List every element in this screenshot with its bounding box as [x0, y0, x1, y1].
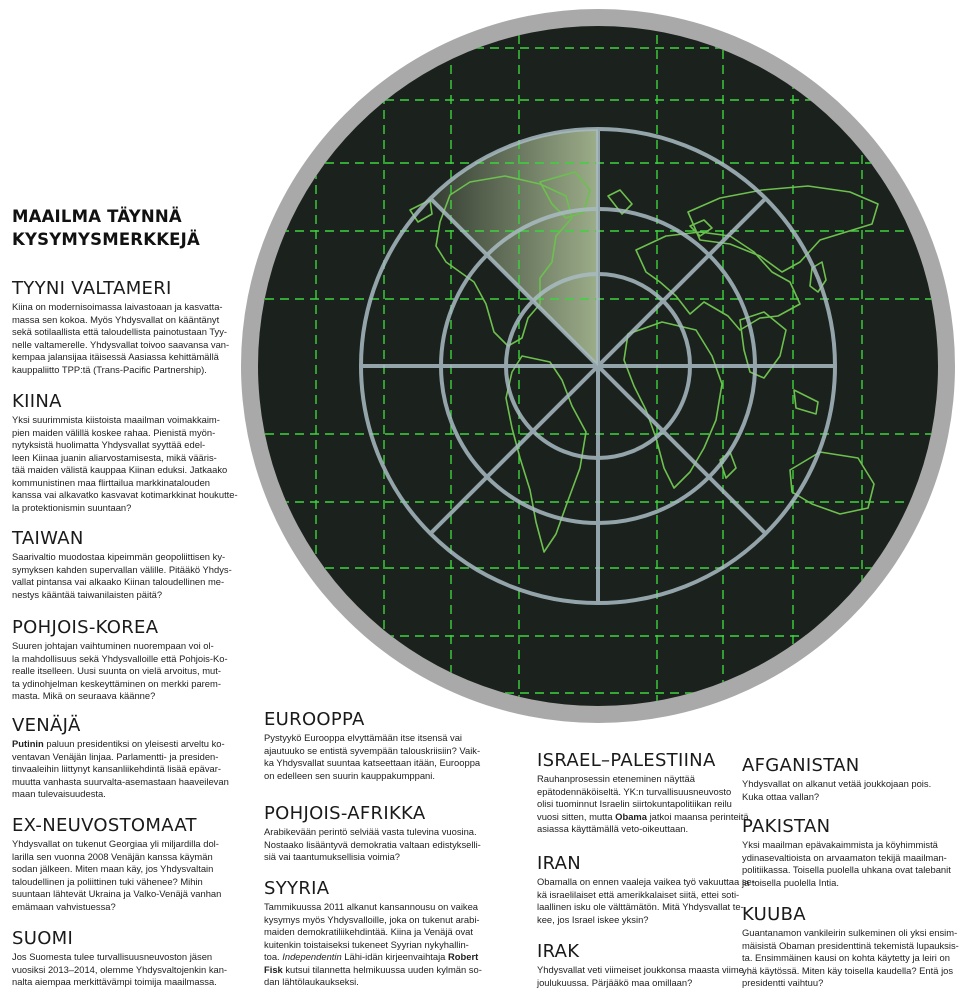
section-ex-neuvostomaat: [12, 815, 221, 913]
section-heading: POHJOIS-KOREA: [12, 617, 159, 638]
section-heading: SUOMI: [12, 928, 74, 949]
section-body: Jos Suomesta tulee turvallisuusneuvoston jäsen vuosiksi 2013–2014, olemme Yhdysvaltojenkin kan- nalta aiempaa merkittävämpi toimija maailmassa.: [12, 951, 228, 987]
section-heading: TAIWAN: [12, 528, 84, 549]
section-pakistan: [742, 816, 951, 889]
section-heading: SYYRIA: [264, 878, 330, 899]
section-heading: VENÄJÄ: [12, 715, 81, 736]
section-heading: AFGANISTAN: [742, 755, 860, 776]
section-body: Yhdysvallat veti viimeiset joukkonsa maasta viime joulukuussa. Pärjääkö maa omillaan?: [537, 964, 744, 988]
section-heading: EUROOPPA: [264, 709, 365, 730]
section-body: Suuren johtajan vaihtuminen nuorempaan voi ol- la mahdollisuus sekä Yhdysvalloille että Pohjois-Ko- realle itselleen. Uusi suunta on vielä arvoitus, mut- ta ydinohjelman keskeyttäminen on merkki parem- masta. Mikä on seuraava käänne?: [12, 640, 228, 701]
section-pohjois-korea: [12, 617, 228, 703]
section-body: Saarivaltio muodostaa kipeimmän geopoliittisen ky- symyksen kahden supervallan välille. Pitääkö Yhdys- vallat pintansa vai alkaako Kiinan taloudellinen me- nestys kääntää taiwanilaisten päitä?: [12, 551, 232, 600]
section-heading: KUUBA: [742, 904, 806, 925]
section-body: Guantanamon vankileirin sulkeminen oli yksi ensim- mäisistä Obaman presidenttinä tekemistä lupauksis- ta. Ensimmäinen kausi on kohta käytetty ja leiri on yhä käytössä. Miten käy toisella kaudella? Entä jos presidentti vaihtuu?: [742, 927, 959, 988]
section-heading: POHJOIS-AFRIKKA: [264, 803, 426, 824]
section-suomi: [12, 928, 227, 989]
title-line-2: KYSYMYSMERKKEJÄ: [12, 230, 200, 249]
section-body: Tammikuussa 2011 alkanut kansannousu on vaikea kysymys myös Yhdysvalloille, joka on tukenut arabi- maiden demokratiliikehdintää. Kiina ja Venäjä ovat kuitenkin toistaiseksi tukeneet Syyrian nykyhallin- toa. Independentin Lähi-idän kirjeenvaihtaja Robert Fisk kutsui tilannetta helmikuussa uuden kylmän so- dan lähtölaukaukseksi.: [264, 901, 482, 987]
section-taiwan: [12, 528, 232, 601]
section-body: Rauhanprosessin eteneminen näyttää epätodennäköiseltä. YK:n turvallisuusneuvosto olisi tuominnut Israelin siirtokuntapolitiikan reilu vuosi sitten, mutta Obama jatkoi maansa perinteitä asiassa käyttämällä veto-oikeuttaan.: [537, 773, 749, 834]
section-heading: EX-NEUVOSTOMAAT: [12, 815, 197, 836]
section-afganistan: [742, 755, 931, 803]
section-heading: IRAK: [537, 941, 580, 962]
section-body: Kiina on modernisoimassa laivastoaan ja kasvatta- massa sen kokoa. Myös Yhdysvallat on kääntänyt sekä sotilaallista että taloudellista painotustaan Tyy- nelle valtamerelle. Yhdysvallat toivoo saavansa van- kempaa jalansijaa itäisessä Aasiassa kehittämällä kauppaliitto TPP:tä (Trans-Pacific Partnership).: [12, 301, 230, 375]
section-heading: PAKISTAN: [742, 816, 831, 837]
section-heading: ISRAEL–PALESTIINA: [537, 750, 716, 771]
section-body: Yksi suurimmista kiistoista maailman voimakkaim- pien maiden välillä koskee rahaa. Pienistä myön- nytyksistä huolimatta Yhdysvallat syyttää edel- leen Kiinaa juanin aliarvostamisesta, mikä vääris- tää maiden välistä kauppaa Kiinan eduksi. Jatkaako kommunistinen maa flirttailua markkinatalouden kanssa vai alkavatko kasvavat kotimarkkinat houkutte- la protektionismin suuntaan?: [12, 414, 238, 513]
section-pohjois-afrikka: [264, 803, 481, 864]
section-heading: KIINA: [12, 391, 62, 412]
section-kiina: [12, 391, 238, 514]
section-venaja: [12, 715, 229, 801]
section-kuuba: [742, 904, 959, 990]
section-body: Yhdysvallat on alkanut vetää joukkojaan pois. Kuka ottaa vallan?: [742, 778, 932, 802]
page-title: [12, 205, 200, 251]
section-syyria: [264, 878, 482, 989]
section-tyyni-valtameri: [12, 278, 229, 376]
section-body: Arabikevään perintö selviää vasta tulevina vuosina. Nostaako lisääntyvä demokratia valtaan edistykselli- siä vai taantumuksellisia voimia?: [264, 826, 481, 862]
section-body: Yksi maailman epävakaimmista ja köyhimmistä ydinasevaltioista on arvaamaton tekijä maailman- politiikassa. Toisella puolella uhkana ovat talebanit ja toisella puolella Intia.: [742, 839, 951, 888]
section-body: Putinin paluun presidentiksi on yleisesti arveltu ko- ventavan Venäjän linjaa. Parlamentti- ja presiden- tinvaaleihin liittynyt kansanliikehdintä lisää epävar- muutta vanhasta suurvalta-asemastaan haaveilevan maan tulevaisuudesta.: [12, 738, 229, 799]
section-eurooppa: [264, 709, 480, 782]
section-irak: [537, 941, 744, 989]
section-heading: IRAN: [537, 853, 582, 874]
section-iran: [537, 853, 755, 926]
section-heading: TYYNI VALTAMERI: [12, 278, 172, 299]
radar-rings: [361, 129, 835, 603]
title-line-1: MAAILMA TÄYNNÄ: [12, 207, 182, 226]
section-body: Pystyykö Eurooppa elvyttämään itse itsensä vai ajautuuko se entistä syvempään talouskriisiin? Vaik- ka Yhdysvallat suuntaa katseettaan itään, Eurooppa on edelleen sen suurin kauppakumppani.: [264, 732, 481, 781]
section-body: Obamalla on ennen vaaleja vaikea työ vakuuttaa se- kä israelilaiset että amerikkalaiset siitä, ettei soti- laallinen isku ole välttämätön. Mitä Yhdysvallat te- kee, jos Israel iskee yksin?: [537, 876, 755, 925]
section-body: Yhdysvallat on tukenut Georgiaa yli miljardilla dol- larilla sen vuonna 2008 Venäjän kanssa käymän sodan jälkeen. Miten maan käy, jos Yhdysvaltain taloudellinen ja poliittinen tuki vähenee? Mihin suuntaan lähtevät Ukraina ja Valko-Venäjä vanhan emämaan vahvistuessa?: [12, 838, 222, 912]
section-israel-palestiina: [537, 750, 749, 836]
